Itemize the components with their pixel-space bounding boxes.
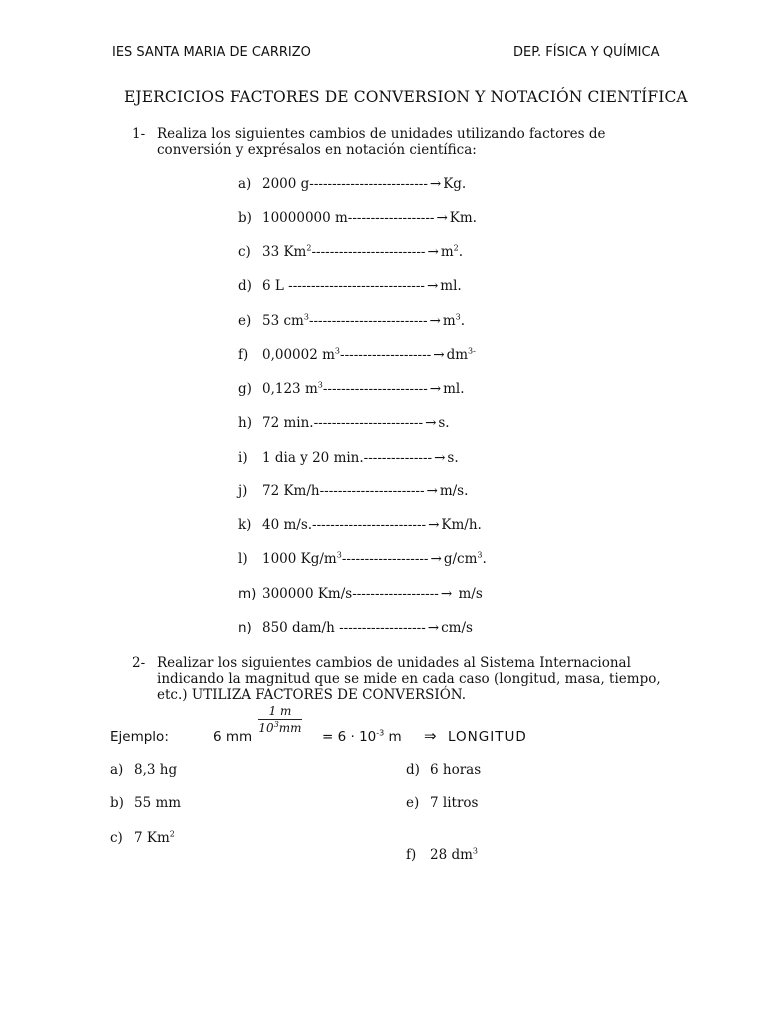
arrow-right-icon: → bbox=[425, 415, 437, 431]
item-dashes: -------------------- bbox=[340, 347, 432, 363]
list-item bbox=[406, 847, 478, 863]
item-quantity: 40 m/s.------------------------- bbox=[262, 517, 427, 533]
item-exponent: 3 bbox=[303, 312, 309, 322]
arrow-right-icon: → bbox=[440, 586, 453, 602]
item-quantity: 6 horas bbox=[430, 762, 482, 778]
item-label: d) bbox=[406, 762, 420, 778]
item-dashes: ----------------------- bbox=[322, 381, 428, 397]
list-item bbox=[406, 795, 478, 811]
item-label: a) bbox=[110, 762, 124, 778]
item-quantity: 72 Km/h----------------------- bbox=[262, 483, 425, 499]
item-label: i) bbox=[238, 450, 248, 466]
item-dashes: -------------------------- bbox=[308, 313, 428, 329]
item-label: g) bbox=[238, 381, 252, 397]
item-target-unit: m bbox=[440, 244, 454, 260]
q2-text-line3: etc.) UTILIZA FACTORES DE CONVERSIÓN. bbox=[157, 687, 466, 703]
item-target-unit: m/s. bbox=[439, 483, 469, 499]
item-label: b) bbox=[110, 795, 124, 811]
fraction-numerator: 1 m bbox=[258, 704, 302, 720]
list-item bbox=[406, 762, 481, 778]
item-quantity: 6 L ------------------------------ bbox=[262, 278, 425, 294]
item-label: h) bbox=[238, 415, 252, 431]
item-quantity: 0,123 m bbox=[262, 381, 318, 397]
fraction-denominator: $10^3mm$ bbox=[258, 720, 302, 735]
arrow-right-icon: → bbox=[428, 517, 440, 533]
page-title: EJERCICIOS FACTORES DE CONVERSION Y NOTACIÓN CIENTÍFICA bbox=[124, 88, 688, 106]
item-quantity: 1 dia y 20 min.--------------- bbox=[262, 450, 433, 466]
item-quantity: 72 min.------------------------ bbox=[262, 415, 424, 431]
item-exponent: 2 bbox=[169, 829, 175, 839]
list-item bbox=[238, 347, 476, 363]
list-item bbox=[238, 313, 465, 329]
list-item bbox=[238, 210, 477, 226]
example-label: Ejemplo: bbox=[110, 729, 169, 745]
item-quantity: 8,3 hg bbox=[134, 762, 178, 778]
item-quantity: 7 Km bbox=[134, 830, 170, 846]
item-target-unit: ml. bbox=[443, 381, 465, 397]
list-item bbox=[238, 517, 482, 533]
q2-text-line2: indicando la magnitud que se mide en cada caso (longitud, masa, tiempo, bbox=[157, 671, 661, 687]
arrow-right-icon: → bbox=[429, 381, 442, 397]
list-item bbox=[110, 762, 177, 778]
list-item bbox=[238, 381, 465, 397]
list-item bbox=[110, 830, 175, 846]
list-item bbox=[238, 483, 468, 499]
item-target-unit: g/cm bbox=[443, 551, 478, 567]
item-target-unit: Km. bbox=[449, 210, 477, 226]
item-quantity: 0,00002 m bbox=[262, 347, 335, 363]
item-label: m) bbox=[238, 586, 257, 602]
item-target-unit: s. bbox=[438, 415, 450, 431]
item-label: a) bbox=[238, 176, 252, 192]
item-target-unit: Km/h. bbox=[441, 517, 482, 533]
item-quantity: 53 cm bbox=[262, 313, 304, 329]
item-target-unit: m bbox=[442, 313, 456, 329]
item-target-unit: cm/s bbox=[441, 620, 473, 636]
item-label: b) bbox=[238, 210, 252, 226]
item-quantity: 55 mm bbox=[134, 795, 182, 811]
conversion-fraction bbox=[258, 704, 302, 735]
item-target-unit: dm bbox=[446, 347, 469, 363]
q2-text-line1: Realizar los siguientes cambios de unidades al Sistema Internacional bbox=[157, 655, 631, 671]
q1-text-line2: conversión y exprésalos en notación científica: bbox=[157, 142, 477, 158]
item-target-unit: s. bbox=[447, 450, 459, 466]
item-exponent: 3 bbox=[334, 346, 341, 356]
item-dashes: ------------------- bbox=[341, 551, 429, 567]
arrow-right-icon: → bbox=[429, 313, 441, 329]
item-label: c) bbox=[238, 244, 251, 260]
item-label: k) bbox=[238, 517, 252, 533]
list-item bbox=[238, 450, 459, 466]
list-item bbox=[238, 620, 473, 636]
header-department: DEP. FÍSICA Y QUÍMICA bbox=[513, 45, 660, 60]
arrow-right-icon: → bbox=[429, 176, 442, 192]
item-exponent: 2 bbox=[306, 243, 312, 253]
item-exponent: 3 bbox=[336, 550, 342, 560]
list-item bbox=[238, 244, 463, 260]
item-target-exponent: 3 bbox=[455, 312, 461, 322]
item-target-exponent: 2 bbox=[453, 243, 459, 253]
header-school: IES SANTA MARIA DE CARRIZO bbox=[112, 45, 311, 60]
item-quantity: 2000 g-------------------------- bbox=[262, 176, 428, 192]
item-label: e) bbox=[406, 795, 420, 811]
item-label: c) bbox=[110, 830, 123, 846]
item-dashes: ------------------------- bbox=[311, 244, 426, 260]
list-item bbox=[110, 795, 181, 811]
arrow-right-icon: → bbox=[427, 244, 439, 260]
item-label: d) bbox=[238, 278, 252, 294]
item-label: f) bbox=[406, 847, 417, 863]
q1-text-line1: Realiza los siguientes cambios de unidades utilizando factores de bbox=[157, 126, 606, 142]
item-target-end: . bbox=[482, 551, 487, 567]
list-item bbox=[238, 278, 462, 294]
arrow-right-icon: → bbox=[427, 620, 440, 636]
item-label: f) bbox=[238, 347, 249, 363]
item-target-exponent: 3 bbox=[477, 550, 483, 560]
item-exponent: 3 bbox=[317, 380, 323, 390]
item-label: l) bbox=[238, 551, 248, 567]
arrow-right-icon: → bbox=[430, 551, 442, 567]
item-quantity: 10000000 m------------------- bbox=[262, 210, 435, 226]
item-quantity: 33 Km bbox=[262, 244, 307, 260]
item-quantity: 850 dam/h ------------------- bbox=[262, 620, 426, 636]
list-item bbox=[238, 586, 483, 602]
item-target-unit: m/s bbox=[454, 586, 483, 602]
item-label: e) bbox=[238, 313, 252, 329]
implies-arrow-icon: ⇒ bbox=[424, 727, 437, 745]
q2-number: 2- bbox=[132, 655, 146, 671]
item-target-unit: ml. bbox=[440, 278, 462, 294]
example-value: 6 mm bbox=[213, 729, 253, 745]
list-item bbox=[238, 176, 466, 192]
item-label: j) bbox=[238, 483, 248, 499]
item-exponent: 3 bbox=[472, 846, 479, 856]
item-target-exponent: 3- bbox=[468, 346, 476, 356]
item-quantity: 1000 Kg/m bbox=[262, 551, 337, 567]
item-label: n) bbox=[238, 620, 252, 636]
item-target-unit: Kg. bbox=[443, 176, 467, 192]
arrow-right-icon: → bbox=[436, 210, 448, 226]
list-item bbox=[238, 415, 450, 431]
item-quantity: 7 litros bbox=[430, 795, 479, 811]
arrow-right-icon: → bbox=[433, 347, 445, 363]
example-result: = $6 \cdot 10^{-3}$ m bbox=[322, 728, 402, 745]
example-magnitude: LONGITUD bbox=[448, 729, 527, 745]
item-target-end: . bbox=[458, 244, 464, 260]
item-target-end: . bbox=[460, 313, 466, 329]
item-quantity: 300000 Km/s------------------- bbox=[262, 586, 439, 602]
arrow-right-icon: → bbox=[434, 450, 446, 466]
list-item bbox=[238, 551, 487, 567]
item-quantity: 28 dm bbox=[430, 847, 473, 863]
arrow-right-icon: → bbox=[426, 483, 438, 499]
q1-number: 1- bbox=[132, 126, 146, 142]
arrow-right-icon: → bbox=[426, 278, 439, 294]
